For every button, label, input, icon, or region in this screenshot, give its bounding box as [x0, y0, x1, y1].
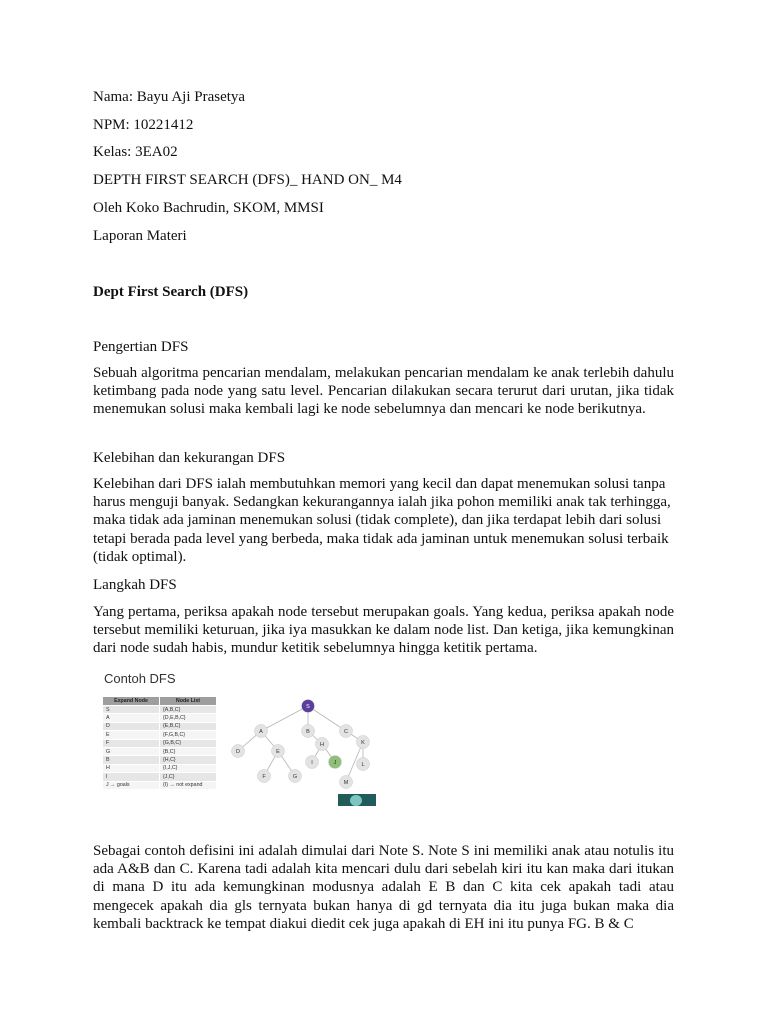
dfs-tree-diagram	[228, 692, 378, 792]
dfs-example-figure	[96, 666, 386, 806]
table-row	[103, 722, 217, 730]
tree-node-b	[302, 725, 315, 738]
node-list-cell: {I,J,C}	[160, 764, 217, 772]
tree-node-label: L	[361, 762, 365, 768]
course-topic: DEPTH FIRST SEARCH (DFS)_ HAND ON_ M4	[93, 172, 402, 188]
node-list-cell: {E,B,C}	[160, 722, 217, 730]
tree-node-s	[302, 700, 315, 713]
tree-node-label: I	[311, 760, 313, 766]
tree-node-label: H	[320, 742, 324, 748]
table-row	[103, 714, 217, 722]
presenter-avatar	[350, 795, 362, 806]
lecturer: Oleh Koko Bachrudin, SKOM, MMSI	[93, 200, 324, 216]
tree-node-label: C	[344, 729, 348, 735]
tree-node-label: F	[262, 774, 266, 780]
tree-node-label: S	[306, 704, 310, 710]
table-row	[103, 706, 217, 714]
paragraph-kelebihan: Kelebihan dari DFS ialah membutuhkan memori yang kecil dan dapat menemukan solusi tanpa harus menguji banyak. Sedangkan kekurangannya ialah jika pohon memiliki anak tak terhingga, maka tidak ada jaminan menemukan solusi (tidak complete), dan jika terdapat lebih dari solusi tetapi berada pada level yang berbeda, maka tidak ada jaminan untuk menemukan solusi terbaik (tidak optimal).	[93, 476, 671, 565]
paragraph-pengertian: Sebuah algoritma pencarian mendalam, melakukan pencarian mendalam ke anak terlebih dahulu ketimbang pada node yang satu level. Pencarian dilakukan secara terurut dari urutan, jika tidak menemukan solusi maka kembali lagi ke node sebelumnya dan mencari ke node berikutnya.	[93, 365, 674, 418]
node-list-cell: {A,B,C}	[160, 706, 217, 714]
tree-node-e	[272, 745, 285, 758]
tree-node-c	[340, 725, 353, 738]
tree-edges	[238, 706, 363, 782]
tree-edge-s-c	[308, 706, 346, 731]
table-header-expand: Expand Node	[103, 697, 160, 706]
tree-node-d	[232, 745, 245, 758]
tree-node-label: E	[276, 749, 280, 755]
tree-node-m	[340, 776, 353, 789]
tree-node-label: D	[236, 749, 240, 755]
table-body	[103, 706, 217, 790]
tree-node-label: M	[343, 780, 349, 786]
node-list-table	[102, 696, 217, 790]
expand-node-cell: S	[103, 706, 160, 714]
expand-node-cell: F	[103, 739, 160, 747]
table-row	[103, 747, 217, 755]
tree-edge-s-a	[261, 706, 308, 731]
table-row	[103, 773, 217, 781]
expand-node-cell: J → goals	[103, 781, 160, 789]
document-title: Dept First Search (DFS)	[93, 284, 249, 300]
tree-node-label: K	[361, 740, 365, 746]
expand-node-cell: D	[103, 722, 160, 730]
student-name: Nama: Bayu Aji Prasetya	[93, 89, 246, 105]
student-npm: NPM: 10221412	[93, 117, 194, 133]
table-row	[103, 731, 217, 739]
section-heading-langkah: Langkah DFS	[93, 577, 177, 593]
tree-node-label: B	[306, 729, 310, 735]
table-row	[103, 781, 217, 789]
expand-node-cell: G	[103, 747, 160, 755]
expand-node-cell: I	[103, 773, 160, 781]
table-header-nodelist: Node List	[160, 697, 217, 706]
tree-node-h	[316, 738, 329, 751]
table-row	[103, 739, 217, 747]
node-list-cell: {J,C}	[160, 773, 217, 781]
node-list-cell: {B,C}	[160, 747, 217, 755]
student-class: Kelas: 3EA02	[93, 144, 178, 160]
figure-title: Contoh DFS	[104, 671, 176, 686]
expand-node-cell: E	[103, 731, 160, 739]
tree-node-l	[357, 758, 370, 771]
tree-node-label: A	[259, 729, 263, 735]
tree-node-j	[329, 756, 342, 769]
table-row	[103, 756, 217, 764]
section-heading-kelebihan: Kelebihan dan kekurangan DFS	[93, 450, 286, 466]
tree-node-i	[306, 756, 319, 769]
expand-node-cell: B	[103, 756, 160, 764]
paragraph-contoh: Sebagai contoh defisini ini adalah dimulai dari Note S. Note S ini memiliki anak atau notulis itu ada A&B dan C. Karena tadi adalah kita mencari dulu dari sebelah kiri itu kan maka dari itukan di mana D itu ada kemungkinan modusnya adalah E B dan C kita cek apakah tadi atau mengecek apakah dia gls ternyata bukan hanya di gd ternyata dia itu juga bukan maka dia kembali backtrack ke tempat diakui diedit cek juga apakah di EH ini itu punya FG. B & C	[93, 843, 674, 932]
document-type: Laporan Materi	[93, 228, 187, 244]
table-row	[103, 764, 217, 772]
expand-node-cell: A	[103, 714, 160, 722]
tree-node-a	[255, 725, 268, 738]
paragraph-langkah: Yang pertama, periksa apakah node tersebut merupakan goals. Yang kedua, periksa apakah node tersebut memiliki keturuan, jika iya masukkan ke dalam node list. Dan ketiga, jika kemungkinan dari node sudah habis, mundur ketitik sebelumnya hingga ketitik pertama.	[93, 604, 674, 657]
node-list-cell: {H,C}	[160, 756, 217, 764]
tree-node-f	[258, 770, 271, 783]
node-list-cell: {I} → not expand	[160, 781, 217, 789]
tree-node-label: J	[333, 760, 337, 766]
node-list-cell: {F,G,B,C}	[160, 731, 217, 739]
tree-node-k	[357, 736, 370, 749]
node-list-cell: {D,E,B,C}	[160, 714, 217, 722]
tree-node-label: G	[292, 774, 298, 780]
tree-node-g	[289, 770, 302, 783]
node-list-cell: {G,B,C}	[160, 739, 217, 747]
section-heading-pengertian: Pengertian DFS	[93, 339, 189, 355]
expand-node-cell: H	[103, 764, 160, 772]
